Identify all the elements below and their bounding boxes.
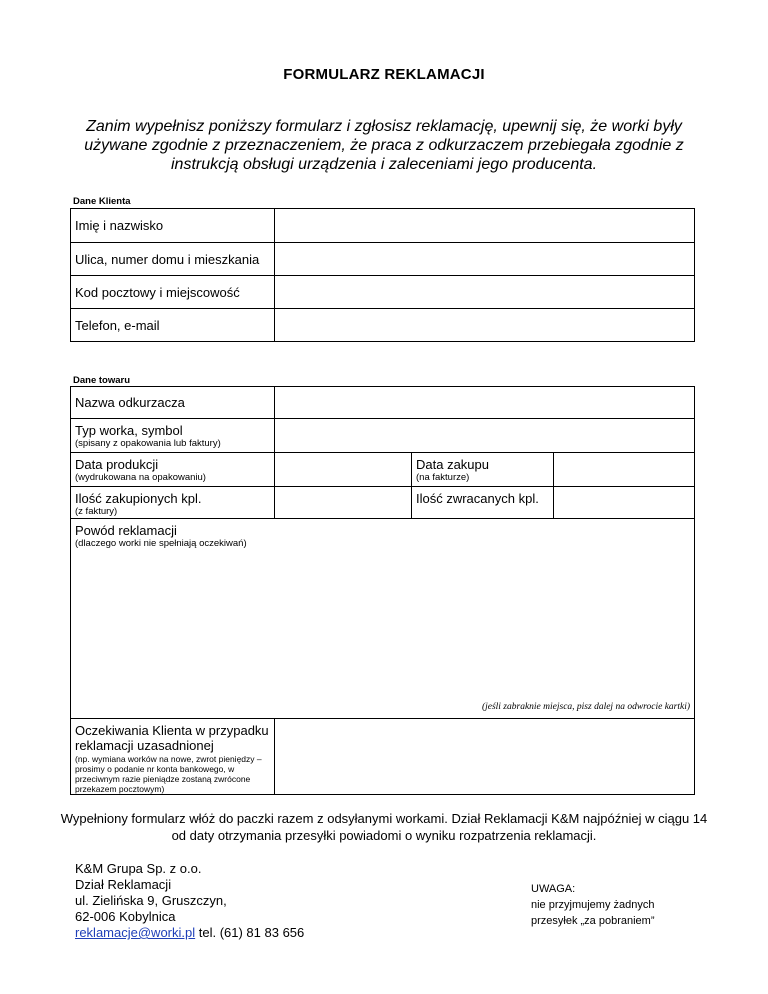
warning-line-1: nie przyjmujemy żadnych	[531, 899, 655, 911]
bag-type-cell	[71, 419, 275, 453]
purchased-qty-label: Ilość zakupionych kpl.	[75, 491, 202, 506]
bag-type-sublabel: (spisany z opakowania lub faktury)	[75, 438, 221, 449]
production-date-label: Data produkcji	[75, 457, 159, 472]
purchased-qty-cell	[71, 487, 275, 519]
phone-number: tel. (61) 81 83 656	[198, 925, 305, 940]
purchase-date-label: Data zakupu	[416, 457, 489, 472]
postal-label: Kod pocztowy i miejscowość	[71, 276, 275, 309]
production-date-cell	[71, 453, 275, 487]
returned-qty-field[interactable]	[554, 487, 695, 519]
expectations-sublabel: (np. wymiana worków na nowe, zwrot pieniędzy – prosimy o podanie nr konta bankowego, w przeciwnym razie pieniądze zostaną zwrócone przekazem pocztowym)	[75, 754, 262, 794]
product-row-reason	[71, 519, 695, 719]
client-table	[70, 208, 695, 342]
street-label: Ulica, numer domu i mieszkania	[71, 243, 275, 276]
product-section-label: Dane towaru	[73, 375, 131, 386]
purchase-date-sublabel: (na fakturze)	[416, 472, 470, 483]
purchase-date-cell	[412, 453, 554, 487]
intro-text: Zanim wypełnisz poniższy formularz i zgłosisz reklamację, upewnij się, że worki były używane zgodnie z przeznaczeniem, że praca z odkurzaczem przebiegała zgodnie z instrukcją obsługi urządzenia i zaleceniami jego producenta.	[84, 118, 684, 173]
returned-qty-cell	[412, 487, 554, 519]
postal-field[interactable]	[275, 276, 695, 309]
street-field[interactable]	[275, 243, 695, 276]
product-table	[70, 386, 695, 795]
expectations-label: Oczekiwania Klienta w przypadku reklamacji uzasadnionej	[75, 723, 269, 753]
footer-note: Wypełniony formularz włóż do paczki razem z odsyłanymi workami. Dział Reklamacji K&M najpóźniej w ciągu 14 od daty otrzymania przesyłki powiadomi o wyniku rozpatrzenia reklamacji.	[60, 811, 708, 843]
address-city: 62-006 Kobylnica	[75, 909, 176, 924]
product-row-dates	[71, 453, 695, 487]
production-date-sublabel: (wydrukowana na opakowaniu)	[75, 472, 206, 483]
address-street: ul. Zielińska 9, Gruszczyn,	[75, 893, 227, 908]
product-row-expectations	[71, 719, 695, 795]
purchase-date-field[interactable]	[554, 453, 695, 487]
client-row-name	[71, 209, 695, 243]
address-department: Dział Reklamacji	[75, 877, 172, 892]
warning-line-2: przesyłek „za pobraniem”	[531, 915, 655, 927]
name-field[interactable]	[275, 209, 695, 243]
client-row-contact	[71, 309, 695, 342]
reason-sublabel: (dlaczego worki nie spełniają oczekiwań)	[75, 538, 247, 549]
expectations-cell	[71, 719, 275, 795]
product-row-quantities	[71, 487, 695, 519]
product-row-vacuum	[71, 387, 695, 419]
vacuum-name-label: Nazwa odkurzacza	[71, 387, 275, 419]
expectations-field[interactable]	[275, 719, 695, 795]
bag-type-field[interactable]	[275, 419, 695, 453]
bag-type-label: Typ worka, symbol	[75, 423, 183, 438]
address-block	[75, 861, 304, 941]
purchased-qty-sublabel: (z faktury)	[75, 506, 118, 517]
address-company: K&M Grupa Sp. z o.o.	[75, 861, 202, 876]
returned-qty-label: Ilość zwracanych kpl.	[416, 491, 539, 506]
vacuum-name-field[interactable]	[275, 387, 695, 419]
contact-field[interactable]	[275, 309, 695, 342]
product-row-bag-type	[71, 419, 695, 453]
overflow-note: (jeśli zabraknie miejsca, pisz dalej na odwrocie kartki)	[481, 702, 691, 712]
warning-title: UWAGA:	[531, 883, 576, 895]
address-contact-line	[75, 925, 304, 941]
name-label: Imię i nazwisko	[71, 209, 275, 243]
client-row-postal	[71, 276, 695, 309]
reason-label: Powód reklamacji	[75, 523, 177, 538]
email-link[interactable]: reklamacje@worki.pl	[75, 925, 196, 940]
client-row-street	[71, 243, 695, 276]
contact-label: Telefon, e-mail	[71, 309, 275, 342]
warning-block	[531, 881, 655, 929]
form-title: FORMULARZ REKLAMACJI	[283, 66, 485, 83]
reason-field[interactable]	[71, 519, 695, 719]
client-section-label: Dane Klienta	[73, 196, 131, 207]
production-date-field[interactable]	[275, 453, 412, 487]
purchased-qty-field[interactable]	[275, 487, 412, 519]
